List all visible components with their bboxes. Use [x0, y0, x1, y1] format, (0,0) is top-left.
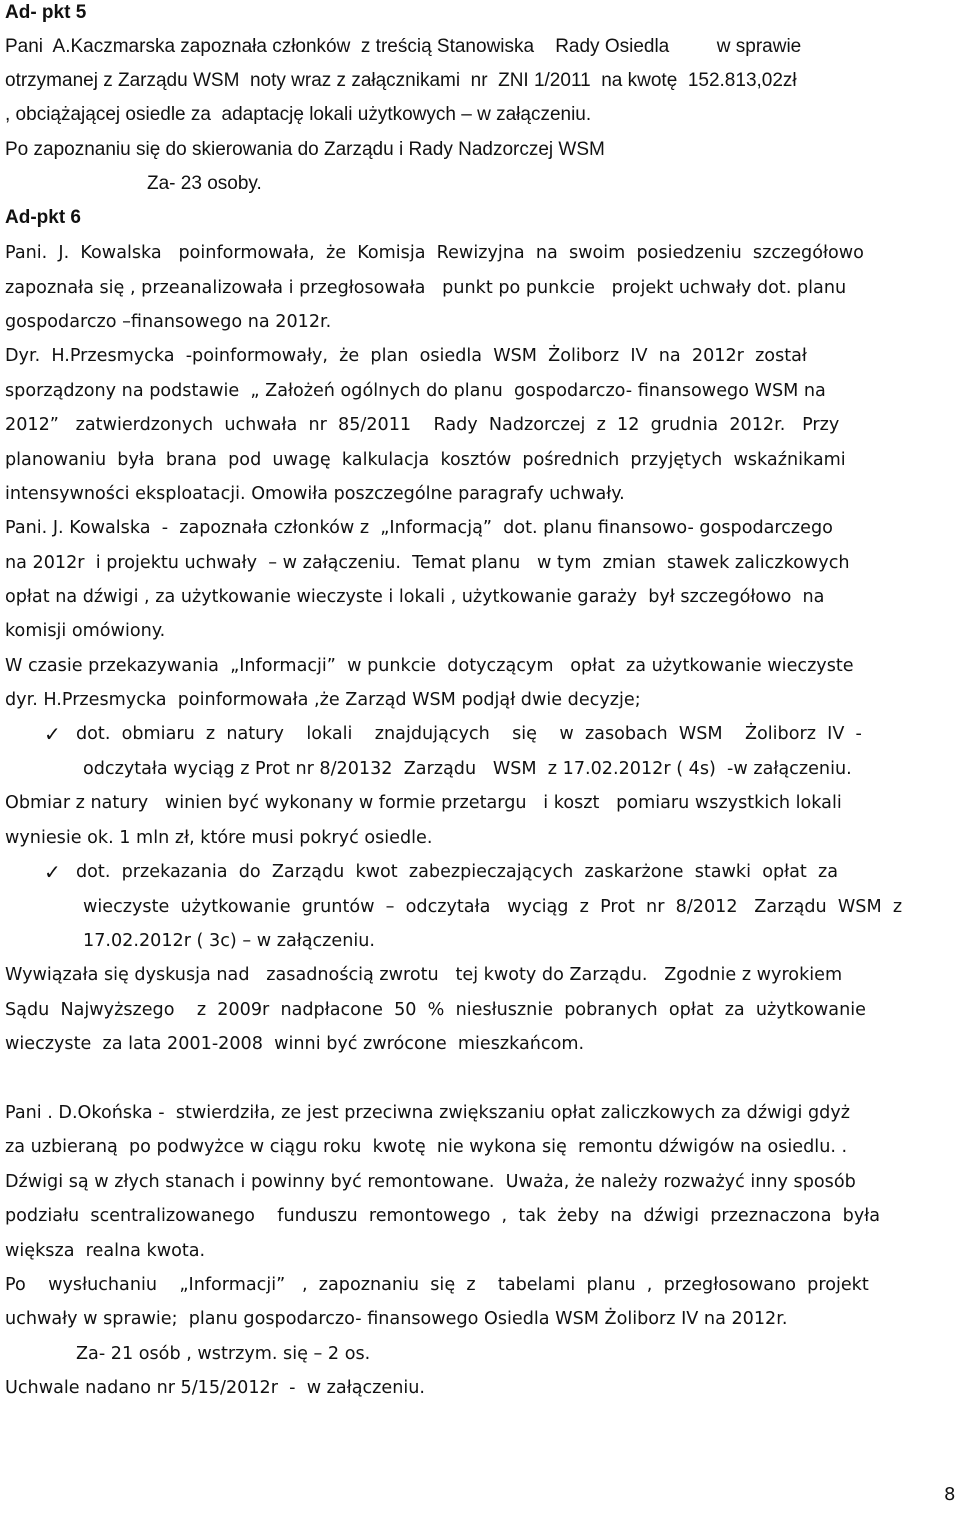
- text-line: intensywności eksploatacji. Omowiła poszczególne paragrafy uchwały.: [5, 484, 625, 504]
- page-number: 8: [944, 1484, 956, 1505]
- text-line: Pani . D.Okońska - stwierdziła, ze jest przeciwna zwiększaniu opłat zaliczkowych za dźwigi gdyż: [5, 1103, 850, 1123]
- text-line: planowaniu była brana pod uwagę kalkulacja kosztów pośrednich przyjętych wskaźnikami: [5, 450, 846, 470]
- bullet-line: 17.02.2012r ( 3c) – w załączeniu.: [83, 931, 376, 951]
- text-line: opłat na dźwigi , za użytkowanie wieczyste i lokali , użytkowanie garaży był szczegółowo na: [5, 587, 825, 607]
- text-line: , obciążającej osiedle za adaptację lokali użytkowych – w załączeniu.: [5, 104, 592, 125]
- text-line: Wywiązała się dyskusja nad zasadnością zwrotu tej kwoty do Zarządu. Zgodnie z wyrokiem: [5, 965, 843, 985]
- bullet-line: dot. obmiaru z natury lokali znajdujących się w zasobach WSM Żoliborz IV -: [76, 724, 862, 744]
- heading-ad-pkt-6: Ad-pkt 6: [5, 207, 81, 228]
- text-line: Pani A.Kaczmarska zapoznała członków z treścią Stanowiska Rady Osiedla w sprawie: [5, 36, 802, 57]
- text-line: na 2012r i projektu uchwały – w załączeniu. Temat planu w tym zmian stawek zaliczkowych: [5, 553, 850, 573]
- text-line: zapoznała się , przeanalizowała i przegłosowała punkt po punkcie projekt uchwały dot. planu: [5, 278, 847, 298]
- bullet-line: dot. przekazania do Zarządu kwot zabezpieczających zaskarżone stawki opłat za: [76, 862, 839, 882]
- text-line: Dyr. H.Przesmycka -poinformowały, że plan osiedla WSM Żoliborz IV na 2012r został: [5, 346, 807, 366]
- heading-ad-pkt-5: Ad- pkt 5: [5, 2, 87, 23]
- text-line: za uzbieraną po podwyżce w ciągu roku kwotę nie wykona się remontu dźwigów na osiedlu. .: [5, 1137, 848, 1157]
- vote-result: Za- 23 osoby.: [147, 173, 262, 194]
- text-line: podziału scentralizowanego funduszu remontowego , tak żeby na dźwigi przeznaczona była: [5, 1206, 881, 1226]
- text-line: otrzymanej z Zarządu WSM noty wraz z załącznikami nr ZNI 1/2011 na kwotę 152.813,02zł: [5, 70, 797, 91]
- bullet-line: wieczyste użytkowanie gruntów – odczytała wyciąg z Prot nr 8/2012 Zarządu WSM z: [83, 897, 903, 917]
- text-line: większa realna kwota.: [5, 1241, 206, 1261]
- text-line: komisji omówiony.: [5, 621, 166, 641]
- text-line: Obmiar z natury winien być wykonany w formie przetargu i koszt pomiaru wszystkich lokali: [5, 793, 842, 813]
- checkmark-icon: ✓: [44, 722, 61, 746]
- text-line: Sądu Najwyższego z 2009r nadpłacone 50 % niesłusznie pobranych opłat za użytkowanie: [5, 1000, 866, 1020]
- text-line: gospodarczo –finansowego na 2012r.: [5, 312, 332, 332]
- text-line: Dźwigi są w złych stanach i powinny być remontowane. Uważa, że należy rozważyć inny sposób: [5, 1172, 856, 1192]
- text-line: dyr. H.Przesmycka poinformowała ,że Zarząd WSM podjął dwie decyzje;: [5, 690, 641, 710]
- text-line: 2012” zatwierdzonych uchwała nr 85/2011 Rady Nadzorczej z 12 grudnia 2012r. Przy: [5, 415, 840, 435]
- text-line: Po zapoznaniu się do skierowania do Zarządu i Rady Nadzorczej WSM: [5, 139, 605, 160]
- text-line: sporządzony na podstawie „ Założeń ogólnych do planu gospodarczo- finansowego WSM na: [5, 381, 826, 401]
- text-line: Pani. J. Kowalska - zapoznała członków z „Informacją” dot. planu finansowo- gospodarczego: [5, 518, 833, 538]
- text-line: uchwały w sprawie; planu gospodarczo- finansowego Osiedla WSM Żoliborz IV na 2012r.: [5, 1309, 788, 1329]
- text-line: Po wysłuchaniu „Informacji” , zapoznaniu się z tabelami planu , przegłosowano projekt: [5, 1275, 869, 1295]
- checkmark-icon: ✓: [44, 860, 61, 884]
- text-line: Uchwale nadano nr 5/15/2012r - w załączeniu.: [5, 1378, 425, 1398]
- text-line: Pani. J. Kowalska poinformowała, że Komisja Rewizyjna na swoim posiedzeniu szczegółowo: [5, 243, 864, 263]
- vote-result: Za- 21 osób , wstrzym. się – 2 os.: [76, 1344, 371, 1364]
- text-line: wieczyste za lata 2001-2008 winni być zwrócone mieszkańcom.: [5, 1034, 585, 1054]
- text-line: wyniesie ok. 1 mln zł, które musi pokryć osiedle.: [5, 828, 433, 848]
- text-line: W czasie przekazywania „Informacji” w punkcie dotyczącym opłat za użytkowanie wieczyste: [5, 656, 854, 676]
- bullet-line: odczytała wyciąg z Prot nr 8/20132 Zarządu WSM z 17.02.2012r ( 4s) -w załączeniu.: [83, 759, 852, 779]
